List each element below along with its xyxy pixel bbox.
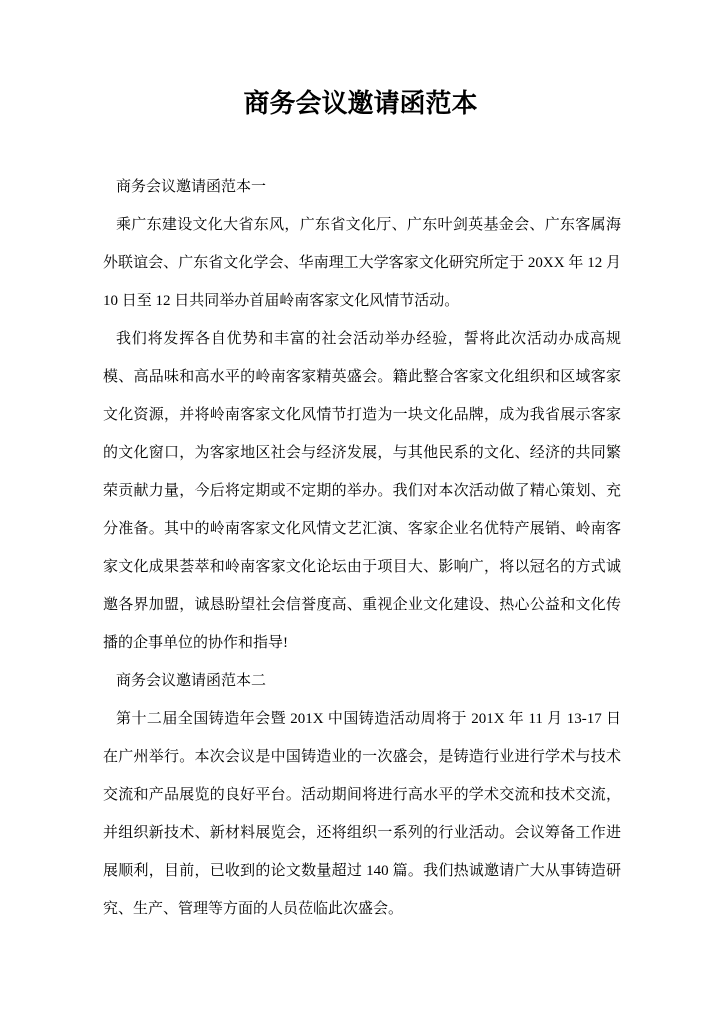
document-body <box>103 168 621 928</box>
section-2-heading: 商务会议邀请函范本二 <box>116 673 267 689</box>
section-1-paragraph-2: 我们将发挥各自优势和丰富的社会活动举办经验，誓将此次活动办成高规模、高品味和高水平的岭南客家精英盛会。籍此整合客家文化组织和区域客家文化资源，并将岭南客家文化风情节打造为一块文化品牌，成为我省展示客家的文化窗口，为客家地区社会与经济发展，与其他民系的文化、经济的共同繁荣贡献力量，今后将定期或不定期的举办。我们对本次活动做了精心策划、充分准备。其中的岭南客家文化风情文艺汇演、客家企业名优特产展销、岭南客家文化成果荟萃和岭南客家文化论坛由于项目大、影响广，将以冠名的方式诚邀各界加盟，诚恳盼望社会信誉度高、重视企业文化建设、热心公益和文化传播的企事单位的协作和指导! <box>103 331 621 651</box>
document-title: 商务会议邀请函范本 <box>243 89 478 118</box>
section-1-paragraph-1: 乘广东建设文化大省东风，广东省文化厅、广东叶剑英基金会、广东客属海外联谊会、广东省文化学会、华南理工大学客家文化研究所定于 20XX 年 12 月 10 日至 12 日共同举办首届岭南客家文化风情节活动。 <box>103 217 621 309</box>
section-1-heading: 商务会议邀请函范本一 <box>116 179 267 195</box>
section-2-paragraph-1: 第十二届全国铸造年会暨 201X 中国铸造活动周将于 201X 年 11 月 13-17 日在广州举行。本次会议是中国铸造业的一次盛会，是铸造行业进行学术与技术交流和产品展览的良好平台。活动期间将进行高水平的学术交流和技术交流，并组织新技术、新材料展览会，还将组织一系列的行业活动。会议筹备工作进展顺利，目前，已收到的论文数量超过 140 篇。我们热诚邀请广大从事铸造研究、生产、管理等方面的人员莅临此次盛会。 <box>103 711 621 917</box>
